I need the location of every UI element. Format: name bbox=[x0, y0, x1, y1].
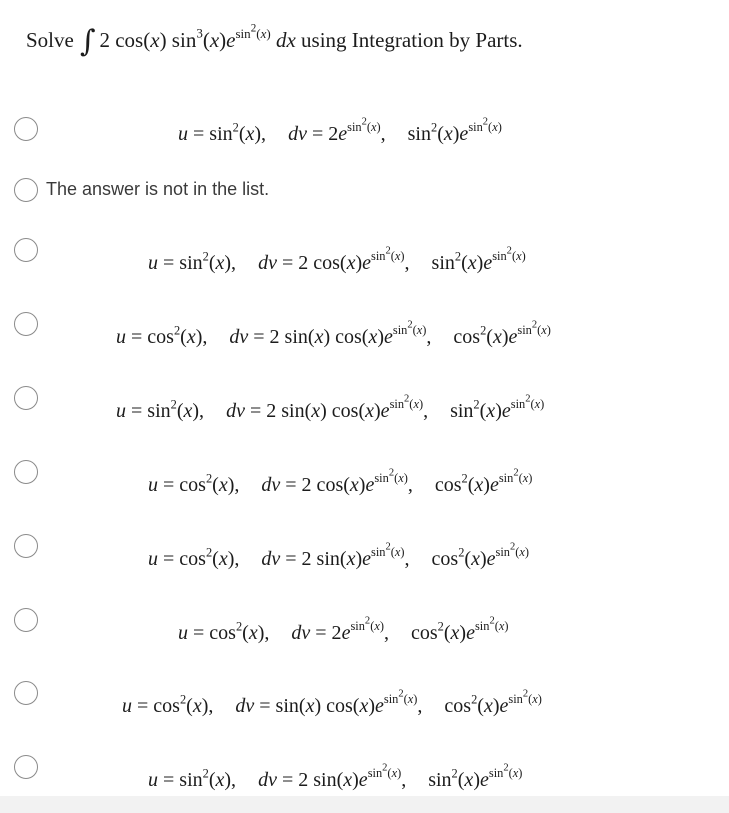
option-math: $u = \cos^2(x)$, dv = 2 sin(x) $\cos(x)e^{sin^2(x)}$, $\cos^2(x)e^{sin^2(x)}$ bbox=[116, 320, 551, 349]
radio-button[interactable] bbox=[14, 460, 38, 484]
answer-option[interactable] bbox=[0, 446, 729, 496]
option-math: $u = \cos^2(x)$, dv = 2 $\sin(x)e^{sin^2(x)}$, $\cos^2(x)e^{sin^2(x)}$ bbox=[148, 542, 530, 571]
radio-button[interactable] bbox=[14, 238, 38, 262]
integral-sign: ∫ bbox=[79, 24, 96, 59]
option-math: $u = \sin^2(x)$, dv = 2 $\sin(x)e^{sin^2(x)}$, $\sin^2(x)e^{sin^2(x)}$ bbox=[148, 763, 523, 792]
answer-option[interactable] bbox=[0, 103, 729, 153]
radio-button[interactable] bbox=[14, 755, 38, 779]
answer-option[interactable] bbox=[0, 163, 729, 213]
footer-band bbox=[0, 796, 729, 813]
answer-option[interactable] bbox=[0, 741, 729, 791]
option-math: $u = \sin^2(x)$, dv = 2 $\cos(x)e^{sin^2(x)}$, $\sin^2(x)e^{sin^2(x)}$ bbox=[148, 246, 526, 275]
option-math: $u = \sin^2(x)$, dv = 2 sin(x) $\cos(x)e^{sin^2(x)}$, $\sin^2(x)e^{sin^2(x)}$ bbox=[116, 394, 545, 423]
option-math: $u = \cos^2(x)$, dv = $2e^{sin^2(x)}$, $\cos^2(x)e^{sin^2(x)}$ bbox=[178, 616, 509, 645]
radio-button[interactable] bbox=[14, 608, 38, 632]
integrand: 2 cos(x) $\sin^3(x)e^{sin^2(x)}$ dx bbox=[99, 22, 296, 52]
question-prefix: Solve bbox=[26, 28, 74, 52]
answer-option[interactable] bbox=[0, 372, 729, 422]
answer-option[interactable] bbox=[0, 520, 729, 570]
option-text: The answer is not in the list. bbox=[46, 179, 270, 199]
question-text bbox=[26, 20, 523, 59]
radio-button[interactable] bbox=[14, 534, 38, 558]
radio-button[interactable] bbox=[14, 117, 38, 141]
answer-option[interactable] bbox=[0, 594, 729, 644]
answer-option[interactable] bbox=[0, 224, 729, 274]
question-suffix: using Integration by Parts. bbox=[301, 28, 523, 52]
answer-option[interactable] bbox=[0, 667, 729, 717]
radio-button[interactable] bbox=[14, 312, 38, 336]
radio-button[interactable] bbox=[14, 178, 38, 202]
option-math: $u = \sin^2(x)$, dv = $2e^{sin^2(x)}$, $\sin^2(x)e^{sin^2(x)}$ bbox=[178, 117, 502, 146]
option-math: $u = \cos^2(x)$, dv = 2 $\cos(x)e^{sin^2(x)}$, $\cos^2(x)e^{sin^2(x)}$ bbox=[148, 468, 533, 497]
answer-option[interactable] bbox=[0, 298, 729, 348]
option-math: $u = \cos^2(x)$, dv = sin(x) $\cos(x)e^{sin^2(x)}$, $\cos^2(x)e^{sin^2(x)}$ bbox=[122, 689, 542, 718]
radio-button[interactable] bbox=[14, 681, 38, 705]
radio-button[interactable] bbox=[14, 386, 38, 410]
